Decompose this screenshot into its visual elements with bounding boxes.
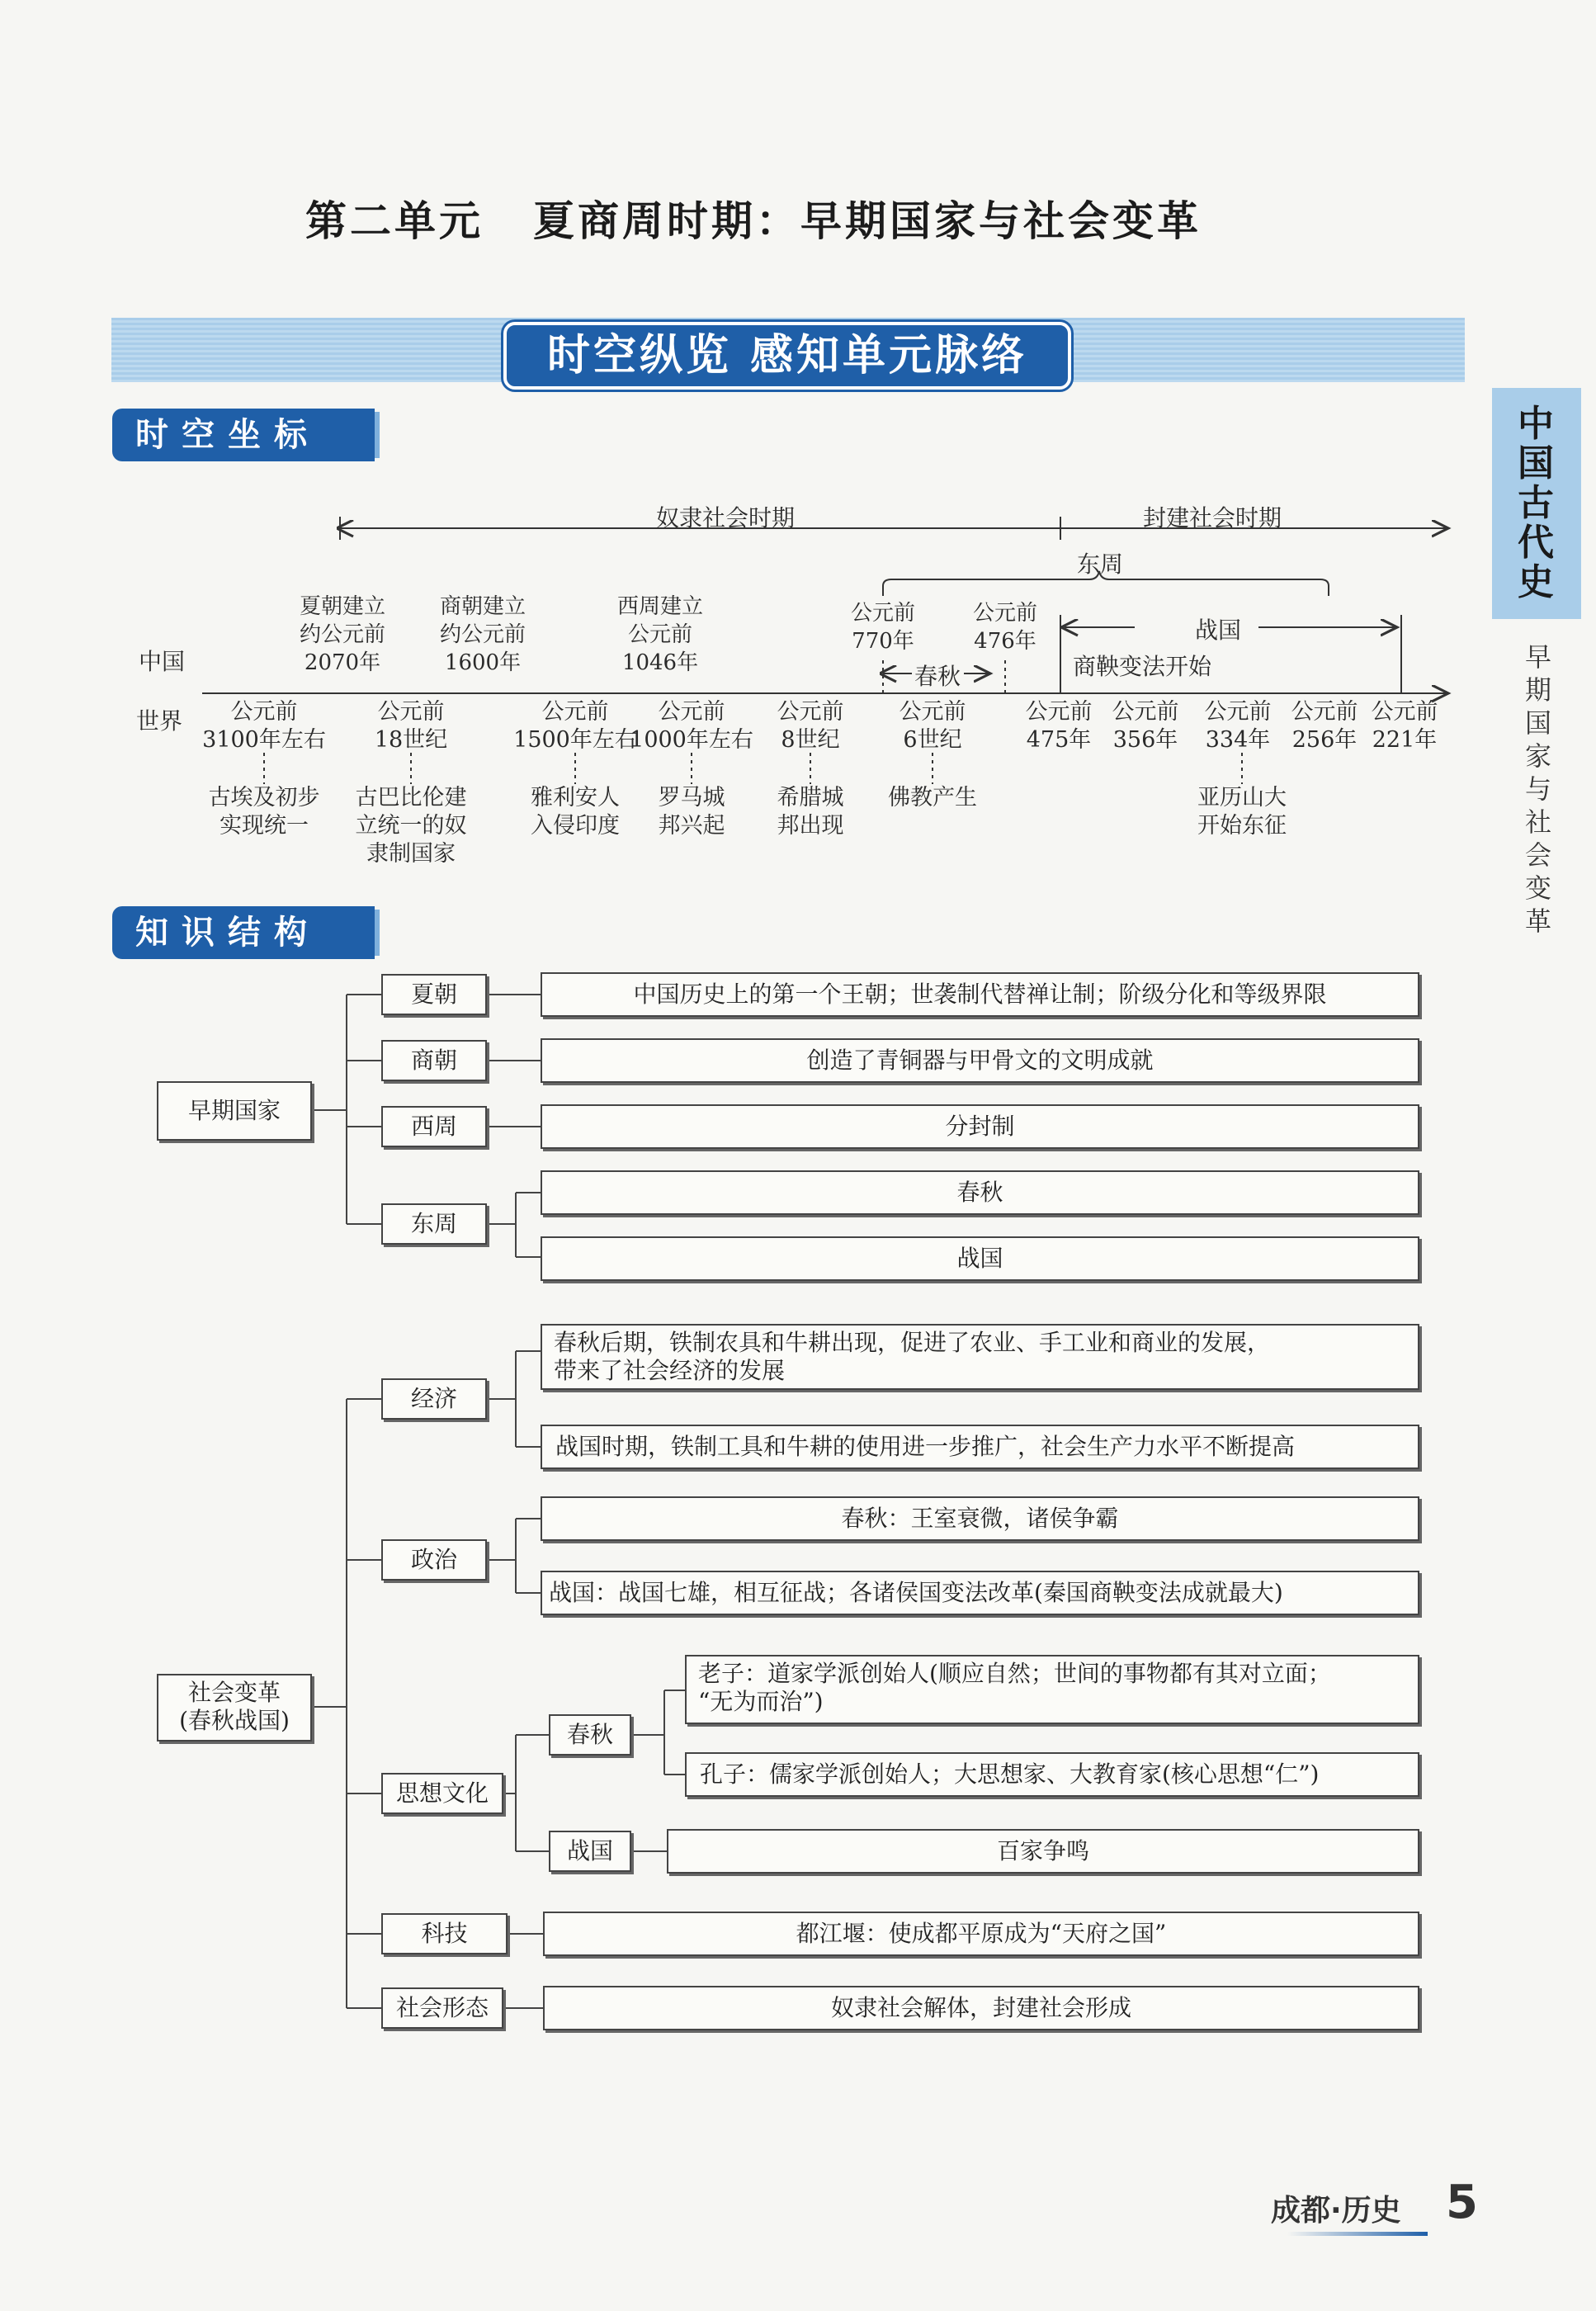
china-event-shang: 商朝建立 约公元前 1600年 bbox=[439, 594, 526, 675]
desc-laozi: 老子：道家学派创始人(顺应自然；世间的事物都有其对立面； “无为而治”) bbox=[685, 1655, 1419, 1724]
china-event-476: 公元前 476年 bbox=[972, 601, 1037, 654]
world-event: 雅利安人 入侵印度 bbox=[531, 785, 620, 839]
desc-shang: 创造了青铜器与甲骨文的文明成就 bbox=[541, 1038, 1419, 1083]
section-timeline-tag: 时空坐标 bbox=[112, 409, 375, 461]
footer-underline bbox=[1287, 2232, 1428, 2236]
node-social-form: 社会形态 bbox=[381, 1987, 503, 2029]
unit-main-title: 夏商周时期：早期国家与社会变革 bbox=[533, 197, 1202, 245]
desc-economy-1: 春秋后期，铁制农具和牛耕出现，促进了农业、手工业和商业的发展， 带来了社会经济的发展 bbox=[541, 1324, 1419, 1390]
node-shang: 商朝 bbox=[381, 1040, 487, 1081]
node-thought-chunqiu: 春秋 bbox=[549, 1714, 631, 1756]
world-date: 公元前 256年 bbox=[1291, 699, 1358, 753]
world-date: 公元前 1500年左右 bbox=[513, 699, 637, 753]
eastern-zhou-label: 东周 bbox=[1077, 551, 1124, 578]
world-date: 公元前 356年 bbox=[1112, 699, 1179, 753]
desc-zhanguo: 战国 bbox=[541, 1236, 1419, 1281]
page-number: 5 bbox=[1446, 2176, 1478, 2229]
world-event: 古巴比伦建 立统一的奴 隶制国家 bbox=[355, 785, 467, 867]
node-thought-zhanguo: 战国 bbox=[549, 1831, 631, 1872]
side-vertical-label: 早期国家与社会变革 bbox=[1524, 641, 1551, 937]
world-date: 公元前 334年 bbox=[1204, 699, 1272, 753]
node-thought: 思想文化 bbox=[381, 1773, 503, 1814]
section-structure-tag: 知识结构 bbox=[112, 906, 375, 959]
node-politics: 政治 bbox=[381, 1539, 487, 1581]
desc-kongzi: 孔子：儒家学派创始人；大思想家、大教育家(核心思想“仁”) bbox=[685, 1752, 1419, 1797]
node-xizhou: 西周 bbox=[381, 1106, 487, 1147]
china-event-xizhou: 西周建立 公元前 1046年 bbox=[616, 594, 703, 675]
desc-politics-2: 战国：战国七雄，相互征战；各诸侯国变法改革(秦国商鞅变法成就最大) bbox=[541, 1571, 1419, 1615]
china-event-770: 公元前 770年 bbox=[850, 601, 915, 654]
footer-label: 成都·历史 bbox=[1271, 2194, 1401, 2228]
desc-tech: 都江堰：使成都平原成为“天府之国” bbox=[543, 1912, 1419, 1956]
world-event: 罗马城 邦兴起 bbox=[658, 785, 725, 839]
node-economy: 经济 bbox=[381, 1378, 487, 1420]
desc-xizhou: 分封制 bbox=[541, 1104, 1419, 1149]
desc-baijia: 百家争鸣 bbox=[667, 1829, 1419, 1874]
world-date: 公元前 475年 bbox=[1025, 699, 1093, 753]
desc-social-form: 奴隶社会解体，封建社会形成 bbox=[543, 1986, 1419, 2030]
row-label-china: 中国 bbox=[139, 648, 186, 675]
period-feudal-label: 封建社会时期 bbox=[1143, 504, 1282, 532]
node-tech: 科技 bbox=[381, 1913, 508, 1954]
row-label-world: 世界 bbox=[136, 707, 183, 735]
world-event: 古埃及初步 实现统一 bbox=[208, 785, 320, 839]
node-early-state: 早期国家 bbox=[157, 1081, 312, 1141]
desc-politics-1: 春秋：王室衰微，诸侯争霸 bbox=[541, 1496, 1419, 1541]
banner-title: 时空纵览 感知单元脉络 bbox=[503, 322, 1071, 390]
desc-chunqiu: 春秋 bbox=[541, 1170, 1419, 1215]
side-tab-label: 中国古代史 bbox=[1518, 403, 1554, 603]
spring-autumn-label: 春秋 bbox=[914, 663, 961, 690]
shang-yang-label: 商鞅变法开始 bbox=[1073, 653, 1212, 680]
world-event: 亚历山大 开始东征 bbox=[1197, 785, 1287, 839]
node-dongzhou: 东周 bbox=[381, 1203, 487, 1245]
node-social-change: 社会变革 (春秋战国) bbox=[157, 1674, 312, 1742]
world-date: 公元前 3100年左右 bbox=[202, 699, 326, 753]
timeline-lines bbox=[0, 0, 1596, 891]
world-event: 佛教产生 bbox=[888, 785, 977, 811]
desc-economy-2: 战国时期，铁制工具和牛耕的使用进一步推广，社会生产力水平不断提高 bbox=[541, 1425, 1419, 1469]
china-event-xia: 夏朝建立 约公元前 2070年 bbox=[299, 594, 385, 675]
world-date: 公元前 6世纪 bbox=[899, 699, 966, 753]
node-xia: 夏朝 bbox=[381, 974, 487, 1015]
world-event: 希腊城 邦出现 bbox=[777, 785, 844, 839]
world-date: 公元前 18世纪 bbox=[374, 699, 448, 753]
world-date: 公元前 8世纪 bbox=[777, 699, 844, 753]
period-slave-label: 奴隶社会时期 bbox=[656, 504, 796, 532]
unit-number: 第二单元 bbox=[305, 197, 484, 245]
warring-states-label: 战国 bbox=[1195, 617, 1242, 644]
desc-xia: 中国历史上的第一个王朝；世袭制代替禅让制；阶级分化和等级界限 bbox=[541, 972, 1419, 1017]
world-date: 公元前 221年 bbox=[1371, 699, 1438, 753]
world-date: 公元前 1000年左右 bbox=[630, 699, 753, 753]
